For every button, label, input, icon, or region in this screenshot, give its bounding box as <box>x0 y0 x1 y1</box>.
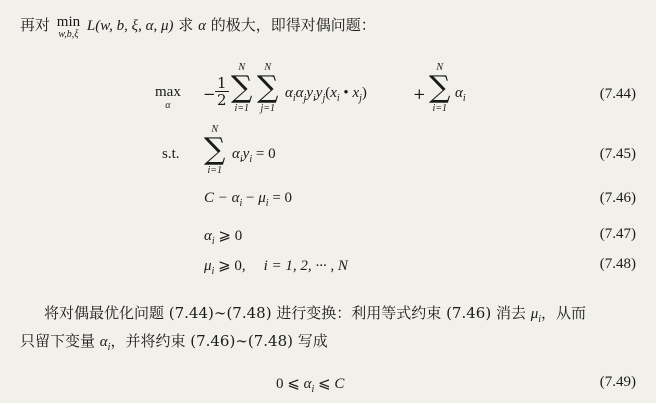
alpha-symbol: α <box>455 85 463 101</box>
sum-lower: i=1 <box>432 103 447 114</box>
lagrangian: L(w, b, ξ, α, μ) <box>86 18 174 34</box>
minus-sign: − <box>203 85 216 103</box>
sum-upper: N <box>436 62 444 73</box>
para-text-1a: 将对偶最优化问题 (7.44)∼(7.48) 进行变换：利用等式约束 (7.46) 消去 <box>44 304 526 322</box>
para-text-2b: ，并将约束 (7.46)∼(7.48) 写成 <box>110 332 328 350</box>
para-text-1b: ，从而 <box>541 304 587 322</box>
paragraph-line-2 <box>20 330 328 353</box>
sum-7-45 <box>204 124 225 176</box>
eq-7-44 <box>155 62 635 130</box>
sum-i-2 <box>429 62 450 114</box>
eq-7-48-tail: i = 1, 2, ··· , N <box>263 258 348 274</box>
max-subscript: α <box>165 100 171 111</box>
sum-j-upper: N <box>264 62 272 73</box>
eq-7-49-body: 0 ⩽ $\alpha_i$ ⩽ C <box>276 376 345 395</box>
sum-i-upper: N <box>238 62 246 73</box>
frac-num: 1 <box>217 74 227 92</box>
min-operator <box>57 14 80 40</box>
intro-line <box>20 14 376 40</box>
sum-j-lower: j=1 <box>260 103 275 114</box>
eq-7-45-rhs: = 0 <box>255 146 276 162</box>
intro-suffix: 的极大，即得对偶问题： <box>210 16 376 34</box>
intro-prefix: 再对 <box>20 16 51 34</box>
eq-number-7-44: (7.44) <box>599 86 636 102</box>
sum-i <box>231 62 252 114</box>
eq-7-48-body: $\mu_i$ ⩾ 0, i = 1, 2, ··· , N <box>204 258 348 277</box>
sum-upper: N <box>211 124 219 135</box>
eq-number-7-46: (7.46) <box>599 190 636 206</box>
eq-number-7-48: (7.48) <box>599 256 636 272</box>
sigma-symbol: ∑ <box>231 70 253 105</box>
st-label: s.t. <box>162 146 180 162</box>
eq-7-45-body: $\alpha_iy_i = 0$ <box>232 146 276 165</box>
paragraph-line-1 <box>44 302 586 325</box>
eq-number-7-45: (7.45) <box>599 146 636 162</box>
sum-j <box>257 62 278 114</box>
sum-lower: i=1 <box>207 165 222 176</box>
eq-7-47-body: $\alpha_i$ ⩾ 0 <box>204 228 243 247</box>
intro-var: α <box>198 18 206 34</box>
min-op: min <box>56 14 81 30</box>
min-subscript: w,b,ξ <box>58 29 79 40</box>
para-var-alpha: $\alpha_i$ <box>99 334 111 353</box>
alpha-i: $\alpha_i$ <box>455 85 466 104</box>
eq-7-46-expr: C − α <box>204 190 240 206</box>
summand: $\alpha_i\alpha_jy_iy_j(x_i$ • $x_j$) <box>285 85 367 104</box>
sigma-symbol: ∑ <box>257 70 279 105</box>
para-var-mu: $\mu_i$ <box>530 306 542 325</box>
sigma-symbol: ∑ <box>204 132 226 167</box>
para-text-2a: 只留下变量 <box>20 332 96 350</box>
eq-7-46-body: $C - \alpha_i - \mu_i = 0$ <box>204 190 293 209</box>
plus-sign: + <box>413 85 426 103</box>
one-half <box>215 75 229 108</box>
intro-mid: 求 <box>178 16 194 34</box>
eq-number-7-49: (7.49) <box>599 374 636 390</box>
sigma-symbol: ∑ <box>429 70 451 105</box>
frac-den: 2 <box>217 91 227 109</box>
sum-i-lower: i=1 <box>234 103 249 114</box>
max-operator <box>155 84 181 111</box>
max-label: max <box>155 84 181 100</box>
eq-number-7-47: (7.47) <box>599 226 636 242</box>
